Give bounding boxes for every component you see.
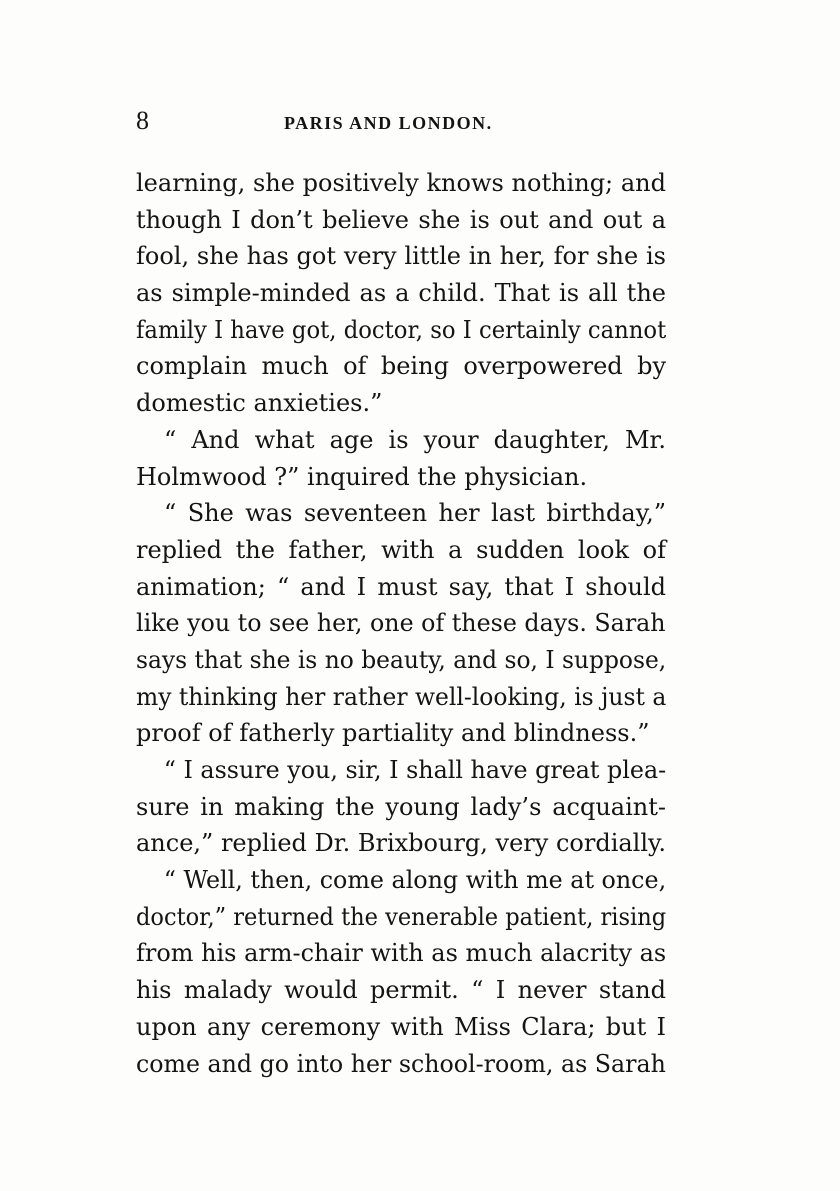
text-line: fool, she has got very little in her, for she is	[136, 242, 666, 271]
text-line: as simple-minded as a child. That is all the	[136, 279, 666, 308]
text-line: my thinking her rather well-looking, is just a	[136, 682, 667, 711]
text-line: though I don’t believe she is out and out a	[136, 205, 666, 234]
text-line: sure in making the young lady’s acquaint-	[136, 792, 666, 821]
text-line: domestic anxieties.”	[136, 389, 383, 418]
body-text	[136, 165, 666, 1082]
text-line: “ And what age is your daughter, Mr.	[164, 425, 666, 454]
text-line: like you to see her, one of these days. Sarah	[136, 609, 666, 638]
text-line: proof of fatherly partiality and blindness.”	[136, 719, 650, 748]
text-line: replied the father, with a sudden look of	[136, 535, 666, 564]
text-line: Holmwood ?” inquired the physician.	[136, 462, 588, 491]
page-number: 8	[136, 106, 149, 135]
text-line: “ She was seventeen her last birthday,”	[164, 499, 666, 528]
text-line: his malady would permit. “ I never stand	[136, 976, 666, 1005]
running-title: PARIS AND LONDON.	[284, 113, 493, 133]
text-line: complain much of being overpowered by	[136, 352, 666, 381]
text-line: learning, she positively knows nothing; and	[136, 169, 666, 197]
text-line: “ Well, then, come along with me at once,	[163, 866, 667, 895]
text-line: ance,” replied Dr. Brixbourg, very cordially.	[136, 829, 667, 858]
text-line: doctor,” returned the venerable patient, rising	[136, 902, 667, 931]
text-line: family I have got, doctor, so I certainly cannot	[136, 315, 667, 344]
text-line: upon any ceremony with Miss Clara; but I	[136, 1012, 666, 1041]
text-line: come and go into her school-room, as Sarah	[136, 1049, 666, 1078]
text-line: says that she is no beauty, and so, I suppose,	[136, 645, 667, 674]
text-line: “ I assure you, sir, I shall have great plea-	[163, 756, 667, 784]
text-line: animation; “ and I must say, that I should	[136, 572, 666, 601]
text-line: from his arm-chair with as much alacrity as	[136, 939, 667, 968]
